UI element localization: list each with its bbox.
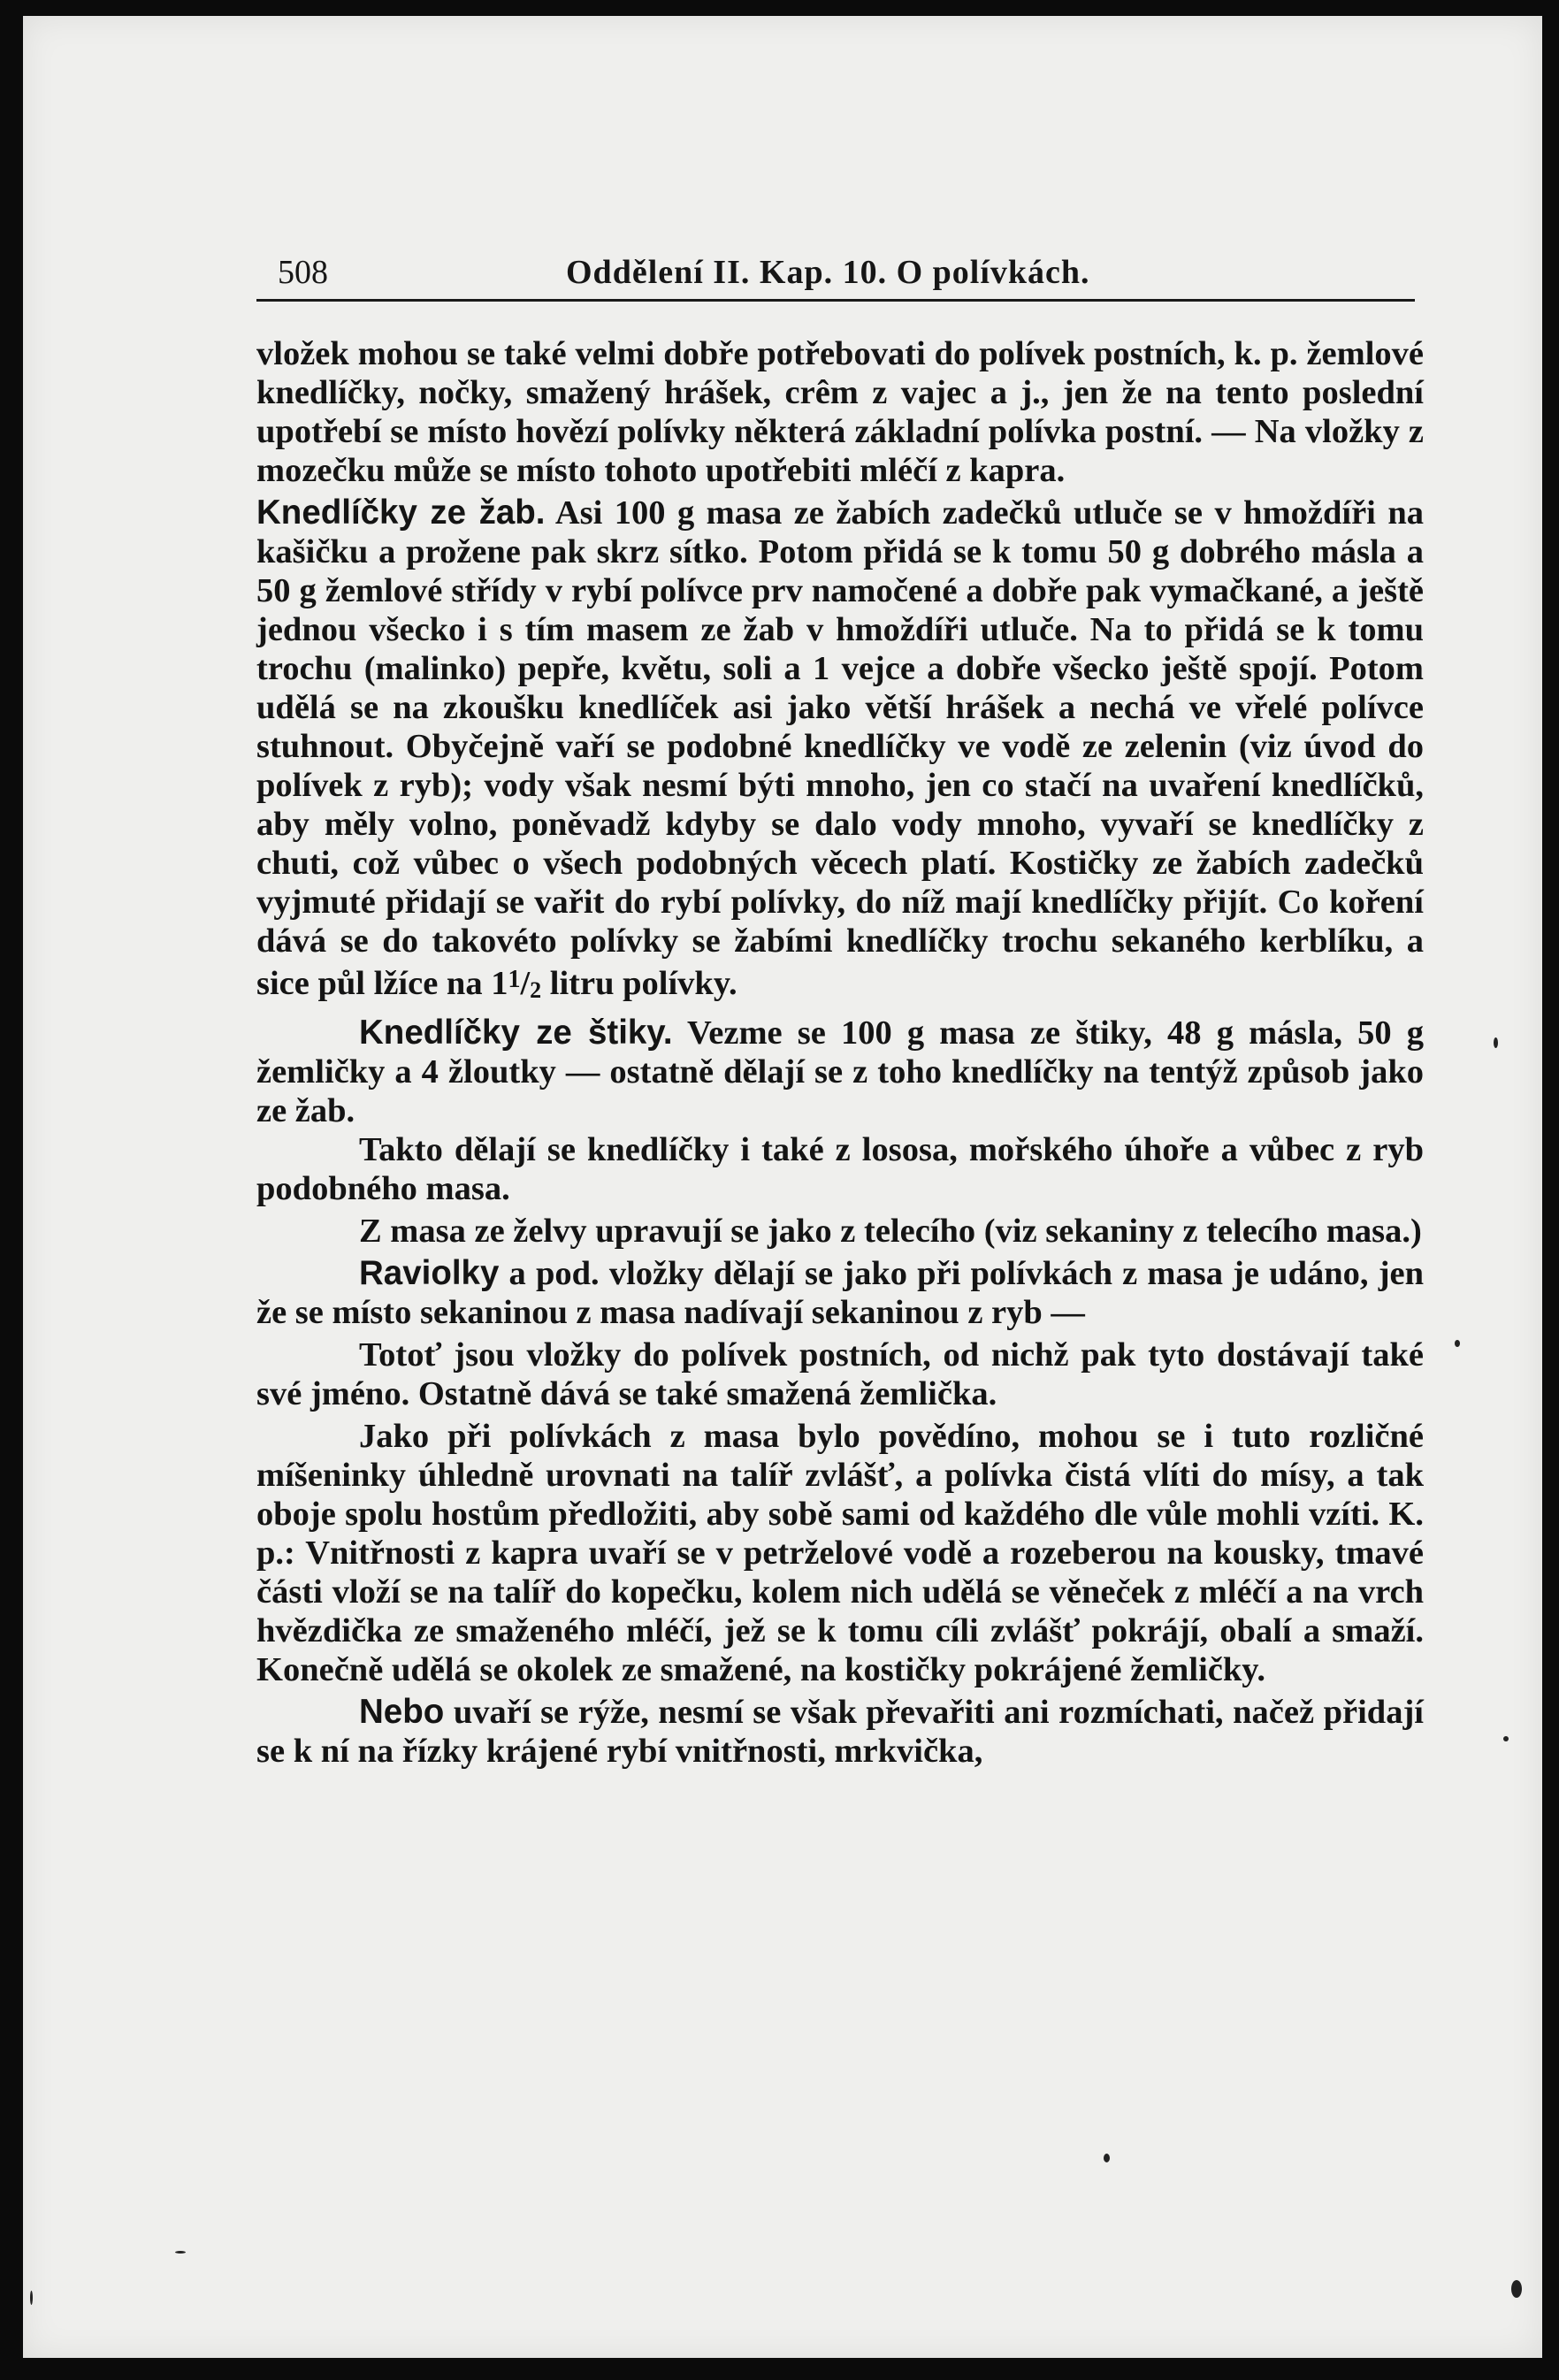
running-title: Oddělení II. Kap. 10. O polívkách.	[566, 254, 1090, 291]
paragraph-jako: Jako při polívkách z masa bylo povědíno, mohou se i tuto rozličné míšeninky úhledně urovnati na talíř zvlášť, a polívka čistá vlíti do mísy, a tak oboje spolu hostům předložiti, aby sobě sami od každého dle vůle mohli vzíti. K. p.: Vnitřnosti z kapra uvaří se v petrželové vodě a rozeberou na kousky, tmavé části vloží se na talíř do kopečku, kolem nich udělá se věneček z mléčí a na vrch hvězdička ze smaženého mléčí, jež se k tomu cíli zvlášť pokrájí, obalí a smaží. Konečně udělá se okolek ze smažené, na kostičky pokrájené žemličky.	[256, 1418, 1424, 1688]
ink-speck	[1455, 1340, 1460, 1347]
section-heading: Raviolky	[359, 1254, 500, 1292]
ink-speck	[1503, 1736, 1509, 1741]
fraction-denominator: 2	[530, 977, 542, 1003]
page-number: 508	[278, 254, 328, 291]
paragraph-lososa: Takto dělají se knedlíčky i také z lososa, mořského úhoře a vůbec z ryb podobného masa.	[256, 1131, 1424, 1207]
section-text: Asi 100 g masa ze žabích zadečků utluče se v hmoždíři na kašičku a prožene pak skrz sítko. Potom přidá se k tomu 50 g dobrého másla a 50 g žemlové střídy v rybí polívce prv namočené a dobře pak vymačkané, a ještě jednou všecko i s tím masem ze žab v hmoždíři utluče. Na to přidá se k tomu trochu (malinko) pepře, květu, soli a 1 vejce a dobře všecko ještě spojí. Potom udělá se na zkoušku knedlíček asi jako větší hrášek a nechá ve vřelé polívce stuhnout. Obyčejně vaří se podobné knedlíčky ve vodě ze zelenin (viz úvod do polívek z ryb); vody však nesmí býti mnoho, jen co stačí na uvaření knedlíčků, aby měly volno, poněvadž kdyby se dalo vody mnoho, vyvaří se knedlíčky z chuti, což vůbec o všech podobných věcech platí. Kostičky ze žabích zadečků vyjmuté přidají se vařit do rybí polívky, do níž mají knedlíčky přijít. Co koření dává se do takovéto polívky se žabími knedlíčky trochu sekaného kerblíku, a sice půl lžíce na 1	[256, 494, 1424, 1002]
paragraph-totot: Totoť jsou vložky do polívek postních, od nichž pak tyto dostávají také své jméno. Ostatně dává se také smažená žemlička.	[256, 1336, 1424, 1412]
section-nebo	[256, 1693, 1424, 1771]
section-knedlicky-zab: Knedlíčky ze žab. Asi 100 g masa ze žabích zadečků utluče se v hmoždíři na kašičku a prožene pak skrz sítko. Potom přidá se k tomu 50 g dobrého másla a 50 g žemlové střídy v rybí polívce prv namočené a dobře pak vymačkané, a ještě jednou všecko i s tím masem ze žab v hmoždíři utluče. Na to přidá se k tomu trochu (malinko) pepře, květu, soli a 1 vejce a dobře všecko ještě spojí. Potom udělá se na zkoušku knedlíček asi jako větší hrášek a nechá ve vřelé polívce stuhnout. Obyčejně vaří se podobné knedlíčky ve vodě ze zelenin (viz úvod do polívek z ryb); vody však nesmí býti mnoho, jen co stačí na uvaření knedlíčků, aby měly volno, poněvadž kdyby se dalo vody mnoho, vyvaří se knedlíčky z chuti, což vůbec o všech podobných věcech platí. Kostičky ze žabích zadečků vyjmuté přidají se vařit do rybí polívky, do níž mají knedlíčky přijít. Co koření dává se do takovéto polívky se žabími knedlíčky trochu sekaného kerblíku, a sice půl lžíce na $1^1/_2$ litru polívky.	[256, 494, 1424, 1003]
ink-speck	[1494, 1037, 1498, 1048]
ink-speck	[30, 2291, 33, 2305]
section-text: uvaří se rýže, nesmí se však převařiti ani rozmíchati, načež přidají se k ní na řízky krájené rybí vnitřnosti, mrkvička,	[256, 1694, 1424, 1770]
ink-speck	[1104, 2154, 1110, 2162]
page-header	[256, 246, 1415, 302]
section-raviolky	[256, 1254, 1424, 1332]
fraction-numerator: 1	[508, 966, 521, 993]
ink-speck	[175, 2251, 186, 2254]
section-knedlicky-stiky	[256, 1014, 1424, 1130]
section-heading: Nebo	[359, 1693, 445, 1731]
section-text: Vezme se 100 g masa ze štiky, 48 g másla, 50 g žemličky a 4 žloutky — ostatně dělají se z toho knedlíčky na tentýž způsob jako ze žab.	[256, 1014, 1424, 1129]
section-heading: Knedlíčky ze štiky.	[359, 1014, 673, 1052]
paragraph-zelvy: Z masa ze želvy upravují se jako z telecího (viz sekaniny z telecího masa.)	[359, 1213, 1422, 1250]
section-text: a pod. vložky dělají se jako při polívkách z masa je udáno, jen že se místo sekaninou z masa nadívají sekaninou z ryb —	[256, 1255, 1425, 1331]
section-text-end: litru polívky.	[549, 965, 737, 1002]
page-body	[256, 334, 1424, 1771]
intro-paragraph: vložek mohou se také velmi dobře potřebovati do polívek postních, k. p. žemlové knedlíčky, nočky, smažený hrášek, crêm z vajec a j., jen že na tento poslední upotřebí se místo hovězí polívky některá základní polívka postní. — Na vložky z mozečku může se místo tohoto upotřebiti mléčí z kapra.	[256, 335, 1424, 489]
ink-speck	[1511, 2280, 1522, 2298]
section-heading: Knedlíčky ze žab.	[256, 494, 546, 532]
